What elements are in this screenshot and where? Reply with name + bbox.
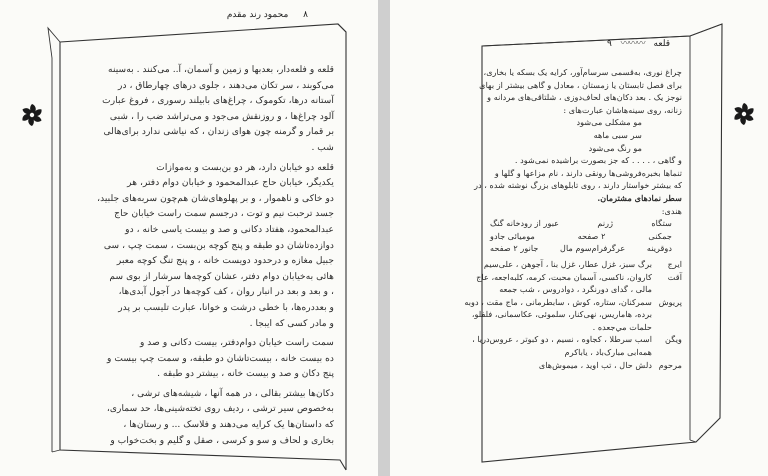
- paragraph: [72, 386, 334, 448]
- item-label: مرحوم: [658, 359, 682, 370]
- verse-line: مو رنگ می‌شود: [588, 142, 642, 153]
- left-running-title: محمود رند مقدم: [226, 10, 289, 20]
- item-text: کاروان، ناکسی، آسمان محبت، کرمه، کلبه‌اجعه، عاج: [476, 271, 652, 282]
- text-line: که داستان‌ها یک کرایه می‌دهند و فلاسک ... و رستان‌ها ،: [123, 419, 334, 431]
- item-text: برگ سبز، غزل عطار، غزل بنا ، آجوهن ، علی‌سیم: [483, 258, 652, 269]
- table-cell: جمکنی: [648, 230, 672, 241]
- text-line: ده بیست خانه ، بیست‌تاشان دو طبقه، و سمت چپ بیست و: [107, 352, 334, 364]
- table-row: [490, 230, 672, 243]
- list-item: [464, 296, 682, 309]
- text-line: نوجز یک . بعد دکان‌های لحاف‌دوزی ، شلتاقی‌های مردانه و: [487, 92, 682, 103]
- table-cell: ۲ صفحه: [577, 230, 606, 241]
- item-label: ایرج: [667, 258, 682, 269]
- right-page-body: [464, 66, 682, 371]
- paragraph: [72, 335, 334, 382]
- text-line: عبدالمحمود، هفتاد دکانی و صد و بیست یاسی خانه ، دو: [125, 223, 334, 235]
- text-line: قلعه و فلعه‌دار، بعدبها و زمین و آسمان، آ.. می‌کنند . به‌سینه: [108, 64, 334, 75]
- right-page-header: [607, 36, 670, 49]
- verse-block: [490, 116, 682, 154]
- right-page: [390, 0, 768, 476]
- table-cell: جانور ۲ صفحه: [490, 243, 539, 254]
- item-text: مالی ، گدای دورنگرد ، دوادروس ، شب جمعه: [499, 284, 652, 295]
- text-line: ، و بعد و بعد در انبار روان ، کف کوچه‌ها در آجول آبدی‌ها،: [118, 286, 334, 298]
- verse-line: مو مشکلی می‌شود: [576, 117, 642, 128]
- table-row: [490, 242, 672, 255]
- item-text: دلش حال ، تب اوید ، میموش‌های: [538, 359, 652, 370]
- table-row: [490, 217, 672, 230]
- text-line: زنانه، روی سینه‌هاشان عبارت‌های :: [563, 104, 682, 115]
- text-line: می‌کوبند ، سر تکان می‌دهند ، جلوی درهای چهارطاق ، در: [118, 79, 334, 91]
- text-line: بخاری و لحاف و سو و کرسی ، صقل و گلیم و بخت‌خواب و: [110, 434, 334, 446]
- text-line: شب .: [311, 141, 334, 153]
- item-text: سمرکنان، ستاره، کوش ، سابطرمانی ، ماج مقت ، دوبه: [464, 296, 652, 307]
- paragraph: [479, 66, 682, 116]
- table-cell: دوقرینه: [646, 243, 672, 254]
- text-line: جبیل مغازه و در‌حدود دویست خانه ، و پنج تنگ کوچه معبر: [116, 255, 334, 267]
- ornament-rosette-icon: [20, 103, 44, 127]
- list-item: [471, 308, 682, 321]
- text-line: سطر نمادهای مشترمان.: [597, 192, 682, 203]
- item-text: برده، هاماریس، نهی‌کنار، سلموئی، عکاسمانی، فلفلو،: [471, 309, 652, 320]
- table-cell: عبور از رودخانه گنگ: [490, 218, 560, 229]
- list-item: [490, 359, 682, 372]
- text-line: بر قمار و گرمنه چون هوای زندان ، که نیاشی ندارد برای‌هالی: [103, 126, 334, 138]
- text-line: دوازده‌تاشان دو طبقه و پنج کوچه بن‌بست ، سمت چپ ، سی: [103, 239, 334, 251]
- film-table: [490, 217, 682, 255]
- item-label: آقت: [667, 271, 682, 282]
- text-line: قلعه دو خیابان دارد، هر دو بن‌بست و به‌موازات: [156, 161, 334, 173]
- text-line: و مادر کسی که ایبجا .: [249, 317, 334, 329]
- table-cell: ژرنم: [597, 218, 614, 229]
- text-line: آلود چراغ‌ها ، و روزنقش می‌جود و می‌تراشد ضب را ، شبی: [109, 110, 334, 122]
- text-line: و گاهی ، . . . . که جز بصورت براشیده نمی‌شود .: [514, 155, 682, 166]
- labeled-list: [464, 258, 682, 371]
- text-line: یکدیگر، خیابان حاج عبدالمحمود و خیابان دوام دفتر، هر: [127, 177, 334, 189]
- verse-line: سر سبی ماهه: [593, 129, 642, 140]
- item-label: ویگن: [665, 334, 682, 345]
- item-label: پریوش: [658, 296, 682, 307]
- text-line: دو خاکی و ناهموار ، و بر پهلوهای‌شان هم‌چون سربه‌های جلبید،: [97, 192, 334, 204]
- item-text: اسب سرطلا ، کجاوه ، نسیم ، دو کبوتر ، عروس‌دریا ،: [472, 334, 652, 345]
- list-item: [490, 283, 682, 296]
- list-item: [490, 346, 682, 359]
- text-line: دکان‌ها بیشتر بقالی ، در همه آنها ، شیشه‌های ترشی ،: [131, 387, 334, 399]
- text-line: پنج دکان و صد و بیست خانه ، بیشتر دو طبقه .: [157, 368, 334, 380]
- table-cell: ستگاه: [651, 218, 672, 229]
- item-text: حلمات مي‌جعده .: [592, 321, 652, 332]
- table-cell: مومیائی جادو: [490, 230, 535, 241]
- text-line: جسد ترحبت نیم و توت ، درجسم سمت راست خیابان حاج: [114, 208, 334, 220]
- item-text: همه‌ابی مبارک‌باد ، یاباکرم: [564, 347, 652, 358]
- text-line: چراغ نوری، به‌قسمی سرسام‌آور، کرایه یک بسکه یا بخاری،: [483, 67, 682, 77]
- paragraph: [72, 160, 334, 332]
- table-cell: عرگرفرام‌سوم مال: [560, 243, 626, 254]
- header-ornament: 〰〰〰: [620, 39, 645, 49]
- list-item: [476, 271, 682, 284]
- left-page-number: ٨: [303, 10, 308, 20]
- list-item: [472, 333, 682, 346]
- text-line: سمت راست خیابان دوام‌دفتر، بیست دکانی و صد و: [139, 337, 334, 349]
- paragraph: [474, 154, 682, 204]
- paragraph: [72, 62, 334, 156]
- left-page-header: [227, 10, 308, 20]
- text-line: هائی به‌خیابان دوام دفتر، عشان کوچه‌ها سرشار از بوی سم: [109, 270, 334, 282]
- page-gutter: [378, 0, 390, 476]
- ornament-rosette-icon: [732, 102, 756, 126]
- text-line: برای فصل تابستان یا زمستان ، معادل و گاهی بیشتر از بهای: [479, 79, 682, 90]
- section-label: هندی:: [661, 205, 682, 216]
- text-line: که بیشتر خواستار دارند ، روی تابلوهای بزرگ نوشته شده‌ ، در: [474, 180, 682, 191]
- left-page: [0, 0, 378, 476]
- left-page-body: [72, 62, 334, 452]
- list-item: [483, 258, 682, 271]
- right-running-title: قلعه: [653, 39, 670, 49]
- text-line: آستانه درها، تکوموک ، چراغ‌های بابیلند رسوری ، فروغ عبارت: [102, 95, 334, 107]
- text-line: تنماها بخبره‌فروشی‌ها رونقی دارند ، نام مزاعها و گلها و: [494, 167, 682, 178]
- list-item: [490, 321, 682, 334]
- text-line: و بعددره‌ها، با خطی درشت و خوانا، عبارت تلیسب بر پدر: [118, 301, 334, 313]
- text-line: به‌خصوص سیر ترشی ، ردیف روی تخته‌شینی‌ها، حد سماری،: [106, 403, 334, 415]
- right-page-number: ٩: [606, 39, 612, 49]
